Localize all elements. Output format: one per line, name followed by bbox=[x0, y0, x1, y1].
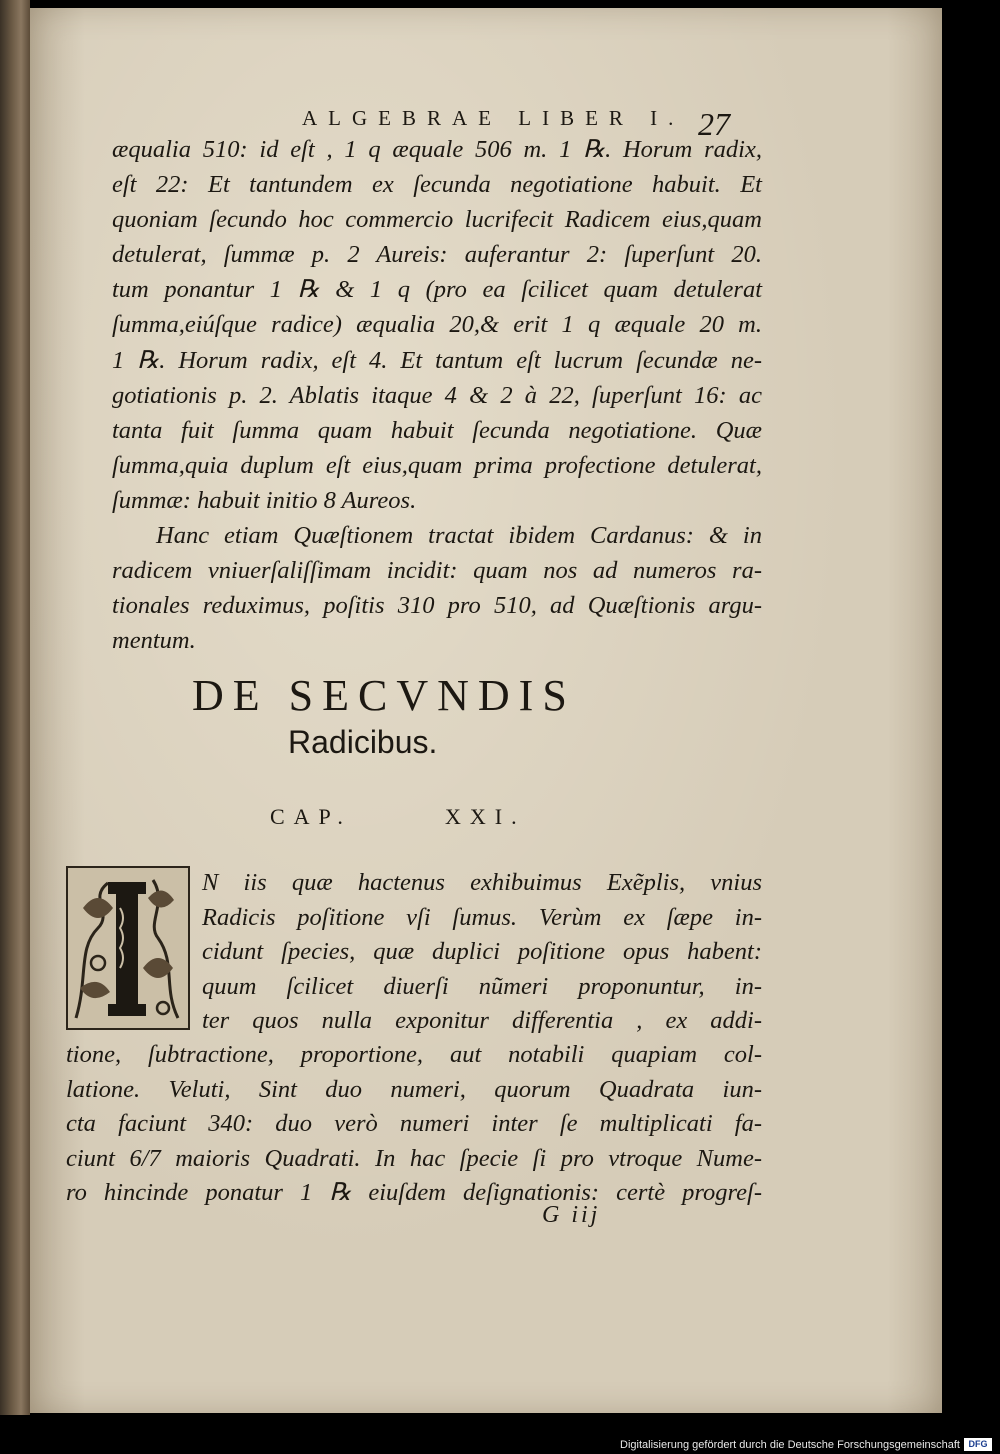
text-line: ter quos nulla exponitur differentia , ex addi- bbox=[202, 1007, 762, 1034]
text-line: cidunt ſpecies, quæ duplici poſitione opus habent: bbox=[202, 938, 762, 965]
text-line: tione, ſubtractione, proportione, aut notabili quapiam col- bbox=[66, 1041, 762, 1068]
text-line: latione. Veluti, Sint duo numeri, quorum Quadrata iun- bbox=[66, 1075, 762, 1103]
text-line: tum ponantur 1 ℞ & 1 q (pro ea ſcilicet quam detulerat bbox=[112, 276, 762, 304]
chapter-label: CAP. bbox=[270, 804, 352, 829]
page-number: 27 bbox=[698, 106, 730, 142]
book-page bbox=[30, 8, 942, 1413]
text-line: ciunt 6/7 maioris Quadrati. In hac ſpecie ſi pro vtroque Nume- bbox=[66, 1144, 762, 1172]
text-line: ro hincinde ponatur 1 ℞ eiuſdem deſignationis: certè progreſ- bbox=[66, 1179, 762, 1206]
text-line: tanta fuit ſumma quam habuit ſecunda negotiatione. Quæ bbox=[112, 416, 762, 444]
section-subheading: Radicibus. bbox=[288, 724, 438, 760]
footer-bar bbox=[0, 1415, 1000, 1454]
foliage-ornament-icon bbox=[68, 868, 188, 1028]
chapter-number: XXI. bbox=[445, 804, 526, 829]
text-line: eſt 22: Et tantundem ex ſecunda negotiatione habuit. Et bbox=[112, 171, 762, 199]
funding-credit: Digitalisierung gefördert durch die Deutsche Forschungsgemeinschaft bbox=[620, 1439, 960, 1451]
decorated-initial bbox=[66, 866, 190, 1030]
dfg-logo: DFG bbox=[964, 1438, 992, 1451]
book-binding bbox=[0, 0, 30, 1415]
initial-paragraph bbox=[202, 866, 762, 1039]
text-line: Radicis poſitione vſi ſumus. Verùm ex ſæpe in- bbox=[202, 903, 762, 931]
text-line: ſummæ: habuit initio 8 Aureos. bbox=[112, 486, 417, 514]
body-text bbox=[112, 132, 762, 658]
text-line: ſumma,quia duplum eſt eius,quam prima profectione detulerat, bbox=[112, 451, 762, 479]
text-line: quoniam ſecundo hoc commercio lucrifecit Radicem eius,quam bbox=[112, 206, 762, 234]
text-line: quum ſcilicet diuerſi nũmeri proponuntur, in- bbox=[202, 972, 762, 1000]
signature-mark: G iij bbox=[542, 1202, 601, 1228]
text-line: gotiationis p. 2. Ablatis itaque 4 & 2 à 22, ſuperſunt 16: ac bbox=[112, 381, 762, 409]
text-line: æqualia 510: id eſt , 1 q æquale 506 m. 1 ℞. Horum radix, bbox=[112, 136, 762, 163]
running-head: ALGEBRAE LIBER I. bbox=[302, 106, 685, 130]
text-line: detulerat, ſummæ p. 2 Aureis: auferantur 2: ſuperſunt 20. bbox=[112, 241, 762, 269]
text-line: mentum. bbox=[112, 627, 196, 655]
text-line: Hanc etiam Quæſtionem tractat ibidem Cardanus: & in bbox=[156, 522, 762, 550]
section-heading: DE SECVNDIS bbox=[192, 671, 576, 720]
scan-edge bbox=[942, 8, 1000, 1413]
continuation-paragraph bbox=[66, 1038, 762, 1211]
text-line: ſumma,eiúſque radice) æqualia 20,& erit 1 q æquale 20 m. bbox=[112, 311, 762, 339]
text-line: 1 ℞. Horum radix, eſt 4. Et tantum eſt lucrum ſecundæ ne- bbox=[112, 346, 762, 374]
text-line: tionales reduximus, poſitis 310 pro 510, ad Quæſtionis argu- bbox=[112, 592, 762, 620]
text-line: N iis quæ hactenus exhibuimus Exẽplis, vnius bbox=[202, 869, 762, 896]
text-line: radicem vniuerſaliſſimam incidit: quam nos ad numeros ra- bbox=[112, 557, 762, 585]
text-line: cta faciunt 340: duo verò numeri inter ſe multiplicati fa- bbox=[66, 1110, 762, 1137]
